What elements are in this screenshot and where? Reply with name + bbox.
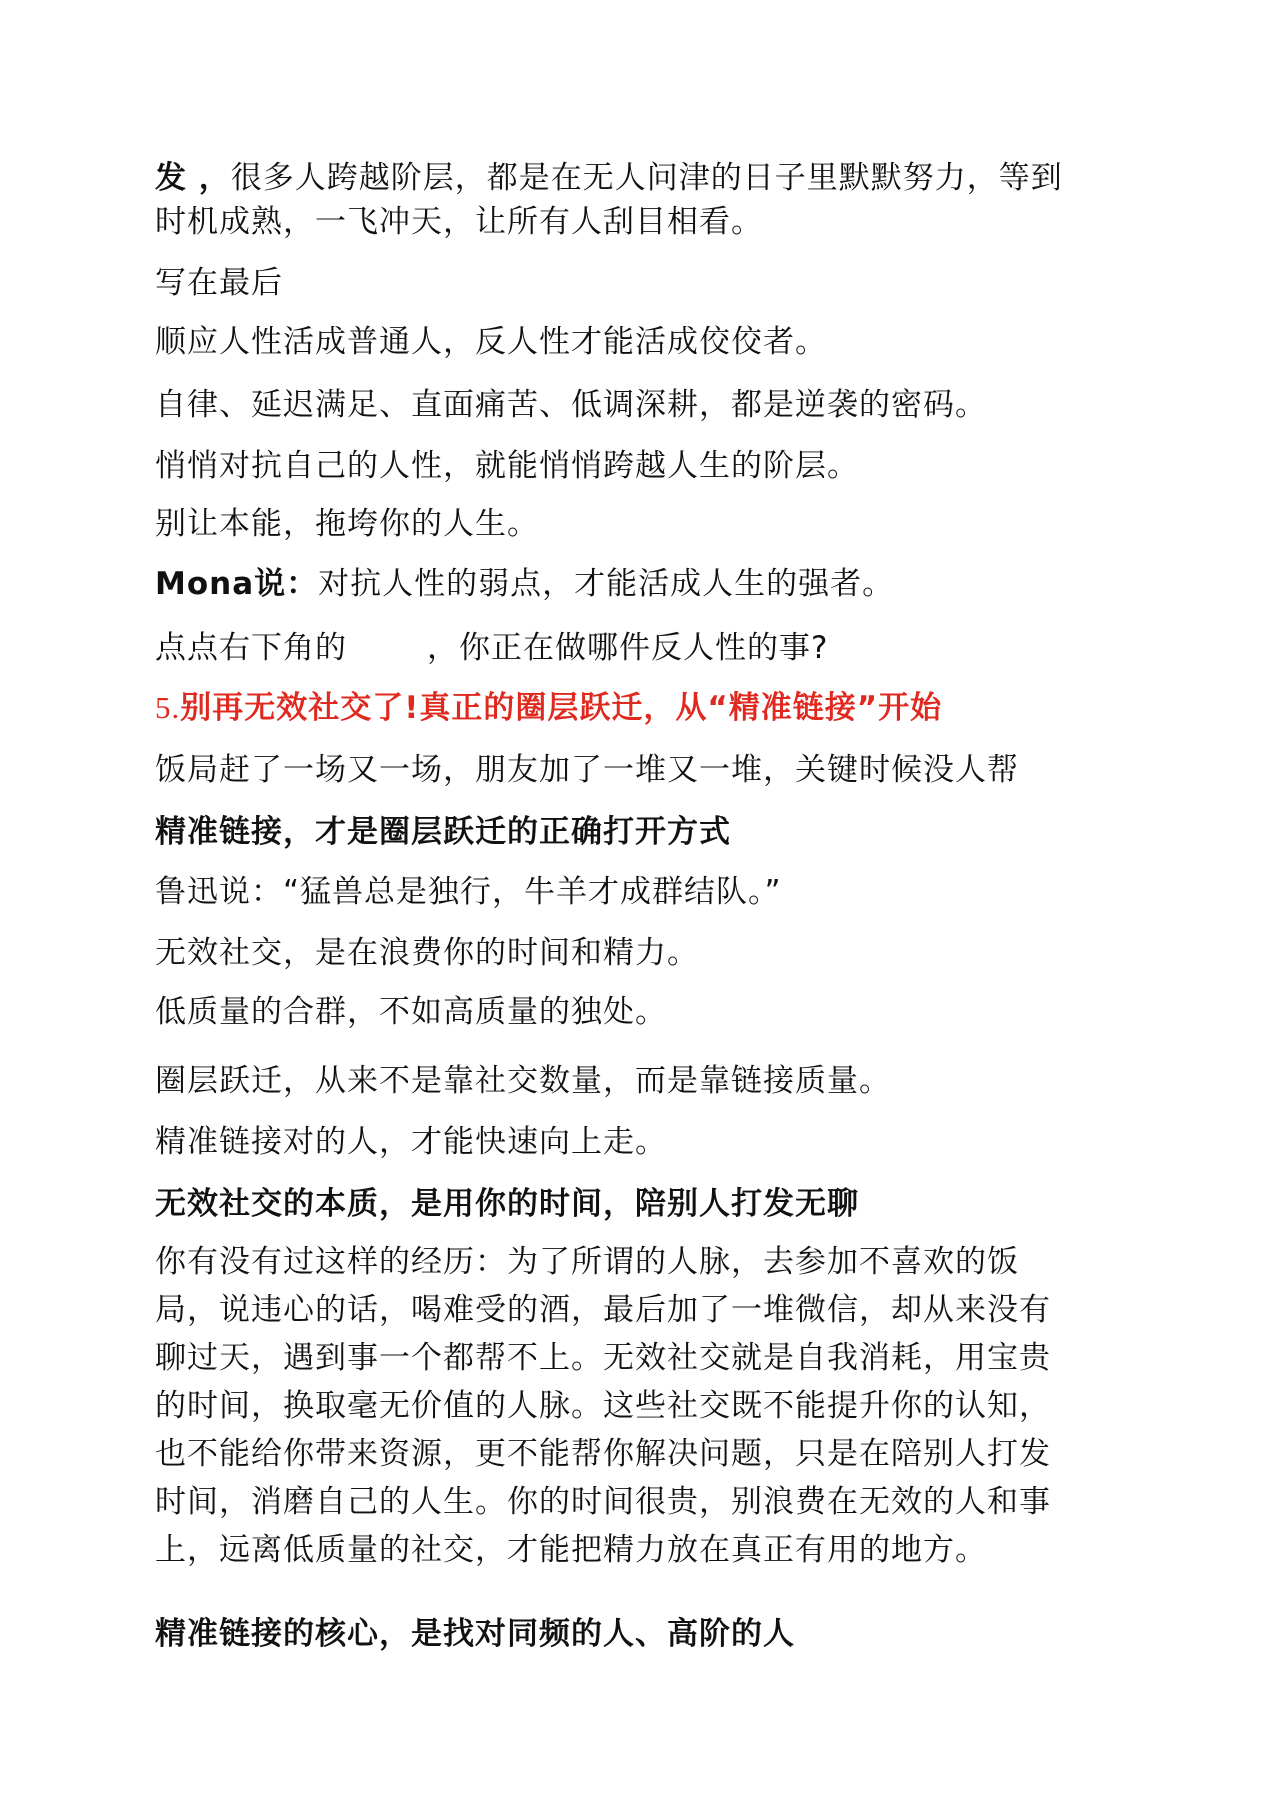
text-line: 低质量的合群，不如高质量的独处。 [155,994,667,1030]
text-line: 饭局赶了一场又一场，朋友加了一堆又一堆，关键时候没人帮 [155,752,1019,788]
text-line: 精准链接对的人，才能快速向上走。 [155,1124,667,1160]
subheading: 精准链接的核心，是找对同频的人、高阶的人 [155,1616,795,1652]
text-line [155,154,1130,202]
section-heading: 写在最后 [155,265,283,301]
chapter-heading [155,684,1130,732]
text-line [155,560,1130,608]
text-line: 悄悄对抗自己的人性，就能悄悄跨越人生的阶层。 [155,448,859,484]
paragraph-line: 聊过天，遇到事一个都帮不上。无效社交就是自我消耗，用宝贵 [155,1340,1051,1376]
paragraph-line: 上，远离低质量的社交，才能把精力放在真正有用的地方。 [155,1532,987,1568]
subheading: 无效社交的本质，是用你的时间，陪别人打发无聊 [155,1186,859,1222]
subheading: 精准链接，才是圈层跃迁的正确打开方式 [155,814,731,850]
text-line: 无效社交，是在浪费你的时间和精力。 [155,935,699,971]
text-line: 时机成熟，一飞冲天，让所有人刮目相看。 [155,204,763,240]
paragraph-line: 局，说违心的话，喝难受的酒，最后加了一堆微信，却从来没有 [155,1292,1051,1328]
chapter-title: 别再无效社交了!真正的圈层跃迁，从“精准链接”开始 [180,690,943,726]
author-label: Mona说： [155,566,319,602]
text-line: 圈层跃迁，从来不是靠社交数量，而是靠链接质量。 [155,1063,891,1099]
bold-fragment: 发 ， [155,160,231,196]
paragraph-line: 的时间，换取毫无价值的人脉。这些社交既不能提升你的认知， [155,1388,1051,1424]
text-line: 自律、延迟满足、直面痛苦、低调深耕，都是逆袭的密码。 [155,387,987,423]
text-fragment: 很多人跨越阶层，都是在无人问津的日子里默默努力，等到 [230,160,1063,196]
paragraph-line: 时间，消磨自己的人生。你的时间很贵，别浪费在无效的人和事 [155,1484,1051,1520]
paragraph-line: 你有没有过这样的经历：为了所谓的人脉，去参加不喜欢的饭 [155,1244,1019,1280]
text-fragment: 对抗人性的弱点，才能活成人生的强者。 [318,566,895,602]
chapter-number: 5. [155,690,181,725]
text-line: 别让本能，拖垮你的人生。 [155,506,539,542]
text-fragment: 点点右下角的 [155,630,347,666]
text-fragment: ，你正在做哪件反人性的事? [427,630,829,666]
text-line [155,624,1130,672]
text-line: 顺应人性活成普通人，反人性才能活成佼佼者。 [155,324,827,360]
paragraph-line: 也不能给你带来资源，更不能帮你解决问题，只是在陪别人打发 [155,1436,1051,1472]
quote-line: 鲁迅说：“猛兽总是独行，牛羊才成群结队。” [155,874,782,910]
body-paragraph [155,1238,1130,1574]
